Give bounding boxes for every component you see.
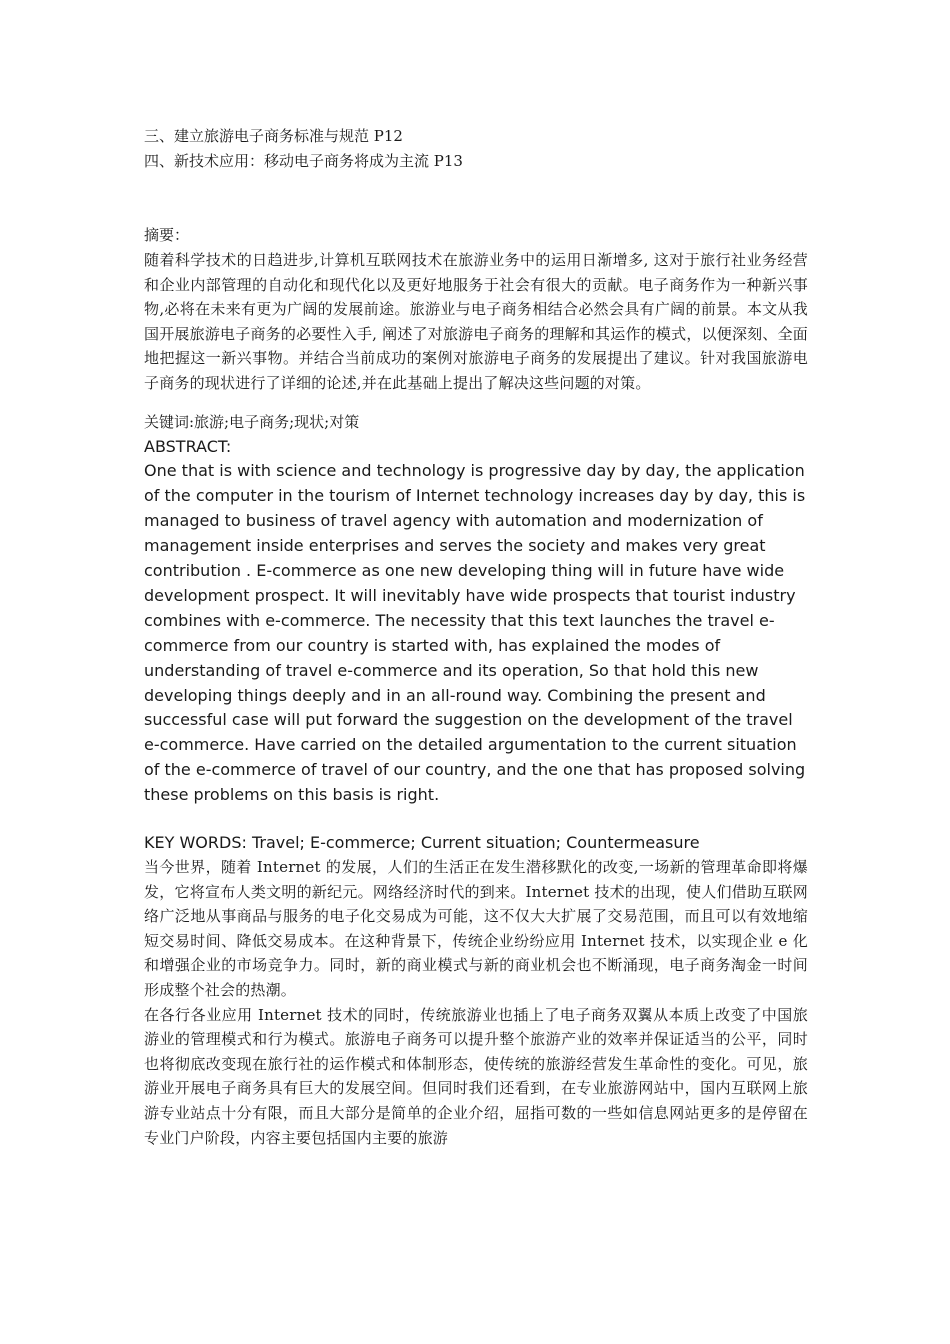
toc-item-3: 三、建立旅游电子商务标准与规范 P12 <box>144 127 403 145</box>
spacer <box>144 174 808 223</box>
body-paragraph-2: 在各行各业应用 Internet 技术的同时，传统旅游业也插上了电子商务双翼从本质上改变了中国旅游业的管理模式和行为模式。旅游电子商务可以提升整个旅游产业的效率并保证适当的公平，同时也将彻底改变现在旅行社的运作模式和体制形态，使传统的旅游经营发生革命性的变化。可见，旅游业开展电子商务具有巨大的发展空间。但同时我们还看到，在专业旅游网站中，国内互联网上旅游专业站点十分有限，而且大部分是简单的企业介绍，屈指可数的一些如信息网站更多的是停留在专业门户阶段，内容主要包括国内主要的旅游 <box>144 1005 808 1147</box>
abstract-en-text: One that is with science and technology is progressive day by day, the application of the computer in the tourism of Internet technology increases day by day, this is managed to business of travel agency with automation and modernization of management inside enterprises and serves the society and makes very great contribution . E-commerce as one new developing thing will in future have wide development prospect. It will inevitably have wide prospects that tourist industry combines with e-commerce. The necessity that this text launches the travel e-commerce from our country is started with, has explained the modes of understanding of travel e-commerce and its operation, So that hold this new developing things deeply and in an all-round way. Combining the present and successful case will put forward the suggestion on the development of the travel e-commerce. Have carried on the detailed argumentation to the current situation of the e-commerce of travel of our country, and the one that has proposed solving these problems on this basis is right. <box>144 461 806 805</box>
keywords-en: KEY WORDS: Travel; E-commerce; Current situation; Countermeasure <box>144 833 700 853</box>
keywords-cn: 关键词:旅游;电子商务;现状;对策 <box>144 412 360 431</box>
document-page <box>144 124 808 1150</box>
spacer <box>144 808 808 830</box>
abstract-cn-label: 摘要： <box>144 226 190 244</box>
abstract-cn-text: 随着科学技术的日趋进步,计算机互联网技术在旅游业务中的运用日渐增多, 这对于旅行社业务经营和企业内部管理的自动化和现代化以及更好地服务于社会有很大的贡献。电子商务作为一种新兴事物,必将在未来有更为广阔的发展前途。旅游业与电子商务相结合必然会具有广阔的前景。本文从我国开展旅游电子商务的必要性入手, 阐述了对旅游电子商务的理解和其运作的模式，以便深刻、全面地把握这一新兴事物。并结合当前成功的案例对旅游电子商务的发展提出了建议。针对我国旅游电子商务的现状进行了详细的论述,并在此基础上提出了解决这些问题的对策。 <box>144 251 808 392</box>
spacer <box>144 396 808 410</box>
toc-item-4: 四、新技术应用：移动电子商务将成为主流 P13 <box>144 152 463 170</box>
body-paragraph-1: 当今世界，随着 Internet 的发展，人们的生活正在发生潜移默化的改变,一场新的管理革命即将爆发，它将宣布人类文明的新纪元。网络经济时代的到来。Internet 技术的出现，使人们借助互联网络广泛地从事商品与服务的电子化交易成为可能，这不仅大大扩展了交易范围，而且可以有效地缩短交易时间、降低交易成本。在这种背景下，传统企业纷纷应用 Internet 技术，以实现企业 e 化和增强企业的市场竞争力。同时，新的商业模式与新的商业机会也不断涌现，电子商务淘金一时间形成整个社会的热潮。 <box>144 858 808 1000</box>
abstract-en-label: ABSTRACT: <box>144 436 232 456</box>
